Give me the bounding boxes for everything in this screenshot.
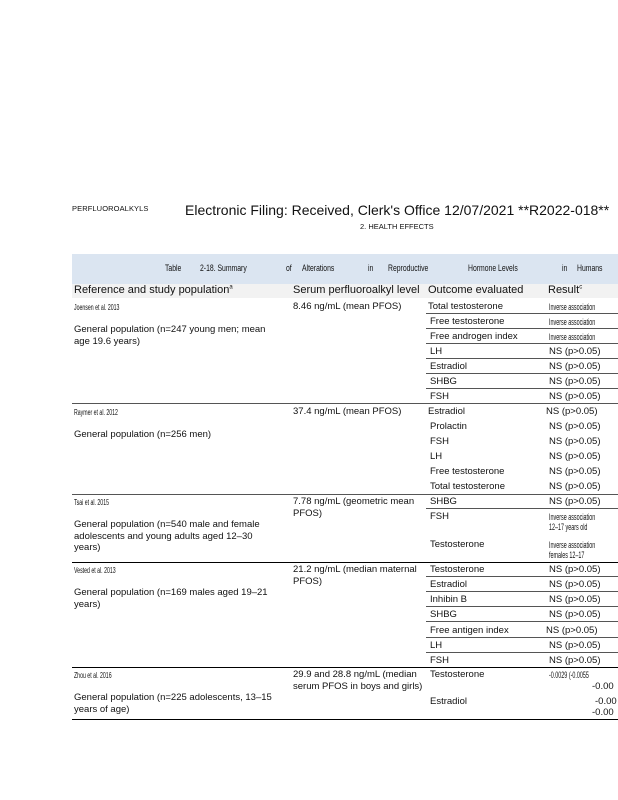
study-reference: Raymer et al. 2012 — [74, 408, 118, 417]
study-reference: Zhou et al. 2016 — [74, 671, 112, 680]
serum-level: 37.4 ng/mL (mean PFOS) — [293, 406, 402, 417]
study-divider — [72, 494, 618, 495]
result: NS (p>0.05) — [549, 640, 601, 651]
result: NS (p>0.05) — [549, 376, 601, 387]
row-divider — [426, 606, 618, 607]
filing-header: Electronic Filing: Received, Clerk's Office 12/07/2021 **R2022-018** — [185, 202, 610, 218]
study-divider — [72, 562, 618, 563]
header-serum: Serum perfluoroalkyl level — [293, 284, 420, 296]
result-detail: 12–17 years old — [549, 522, 588, 532]
result: NS (p>0.05) — [546, 625, 598, 636]
result: NS (p>0.05) — [549, 466, 601, 477]
outcome: Free testosterone — [430, 316, 505, 327]
result: NS (p>0.05) — [549, 481, 601, 492]
row-divider — [426, 576, 618, 577]
row-divider — [426, 328, 618, 329]
header-outcome: Outcome evaluated — [428, 284, 524, 296]
outcome: SHBG — [430, 609, 457, 620]
outcome: Estradiol — [430, 361, 467, 372]
result-detail: -0.00 — [592, 681, 614, 692]
result: NS (p>0.05) — [546, 406, 598, 417]
running-head: PERFLUOROALKYLS — [72, 204, 149, 213]
row-divider — [426, 621, 618, 622]
result: NS (p>0.05) — [549, 436, 601, 447]
outcome: Total testosterone — [430, 481, 505, 492]
outcome: LH — [430, 640, 443, 651]
outcome: Inhibin B — [430, 594, 467, 605]
result: NS (p>0.05) — [549, 609, 601, 620]
study-reference: Tsai et al. 2015 — [74, 498, 109, 507]
study-population: General population (n=256 men) — [74, 429, 212, 440]
title-word: Reproductive — [388, 263, 429, 274]
result: NS (p>0.05) — [549, 421, 601, 432]
result: NS (p>0.05) — [549, 346, 601, 357]
outcome: Testosterone — [430, 564, 485, 575]
row-divider — [426, 591, 618, 592]
result: NS (p>0.05) — [549, 451, 601, 462]
title-word: Table — [165, 263, 182, 274]
table-title-bar — [72, 254, 618, 284]
result: NS (p>0.05) — [549, 564, 601, 575]
title-word: Hormone Levels — [468, 263, 518, 274]
row-divider — [426, 373, 618, 374]
title-word: 2-18. Summary — [200, 263, 247, 274]
title-word: of — [286, 263, 292, 274]
serum-level: 29.9 and 28.8 ng/mL (median serum PFOS in boys and girls) — [293, 669, 423, 692]
study-population: General population (n=225 adolescents, 13–15 years of age) — [74, 692, 272, 715]
outcome: SHBG — [430, 496, 457, 507]
result: NS (p>0.05) — [549, 361, 601, 372]
result: Inverse association — [549, 317, 596, 327]
study-reference: Joensen et al. 2013 — [74, 303, 120, 312]
outcome: FSH — [430, 436, 449, 447]
result: Inverse association — [549, 512, 596, 522]
study-population: General population (n=540 male and female adolescents and young adults aged 12–30 years) — [74, 519, 260, 553]
serum-level: 21.2 ng/mL (median maternal PFOS) — [293, 564, 417, 587]
row-divider — [426, 637, 618, 638]
header-result: Result$^c$ — [548, 284, 583, 296]
outcome: Free antigen index — [430, 625, 509, 636]
study-reference: Vested et al. 2013 — [74, 566, 116, 575]
header-reference: Reference and study population$^a$ — [74, 284, 233, 296]
outcome: Estradiol — [430, 579, 467, 590]
result: -0.00 — [595, 696, 617, 707]
title-word: in — [562, 263, 568, 274]
result: NS (p>0.05) — [549, 496, 601, 507]
outcome: Estradiol — [430, 696, 467, 707]
result: NS (p>0.05) — [549, 594, 601, 605]
title-word: Humans — [577, 263, 603, 274]
serum-level: 8.46 ng/mL (mean PFOS) — [293, 301, 402, 312]
outcome: Free androgen index — [430, 331, 518, 342]
outcome: LH — [430, 346, 443, 357]
table-header-row — [72, 284, 618, 298]
title-word: in — [368, 263, 374, 274]
row-divider — [426, 343, 618, 344]
result: Inverse association — [549, 332, 596, 342]
table-bottom-rule — [72, 719, 618, 720]
title-word: Alterations — [302, 263, 335, 274]
outcome: SHBG — [430, 376, 457, 387]
result-detail: -0.00 — [592, 707, 614, 718]
result: NS (p>0.05) — [549, 655, 601, 666]
result: NS (p>0.05) — [549, 391, 601, 402]
outcome: Estradiol — [428, 406, 465, 417]
outcome: Total testosterone — [428, 301, 503, 312]
outcome: Prolactin — [430, 421, 467, 432]
result: NS (p>0.05) — [549, 579, 601, 590]
outcome: FSH — [430, 511, 449, 522]
study-divider — [72, 403, 618, 404]
outcome: Free testosterone — [430, 466, 505, 477]
row-divider — [426, 652, 618, 653]
study-population: General population (n=247 young men; mean age 19.6 years) — [74, 324, 266, 347]
outcome: Testosterone — [430, 539, 485, 550]
serum-level: 7.78 ng/mL (geometric mean PFOS) — [293, 496, 415, 519]
outcome: FSH — [430, 655, 449, 666]
study-divider — [72, 667, 618, 668]
result-detail: females 12–17 — [549, 550, 585, 560]
result: Inverse association — [549, 302, 596, 312]
result: Inverse association — [549, 540, 596, 550]
outcome: Testosterone — [430, 669, 485, 680]
row-divider — [426, 313, 618, 314]
row-divider — [426, 388, 618, 389]
row-divider — [426, 358, 618, 359]
outcome: FSH — [430, 391, 449, 402]
study-population: General population (n=169 males aged 19–21 years) — [74, 587, 268, 610]
outcome: LH — [430, 451, 443, 462]
section-heading: 2. HEALTH EFFECTS — [360, 222, 434, 231]
result: -0.0029 (-0.0055 — [549, 670, 589, 680]
row-divider — [426, 508, 618, 509]
